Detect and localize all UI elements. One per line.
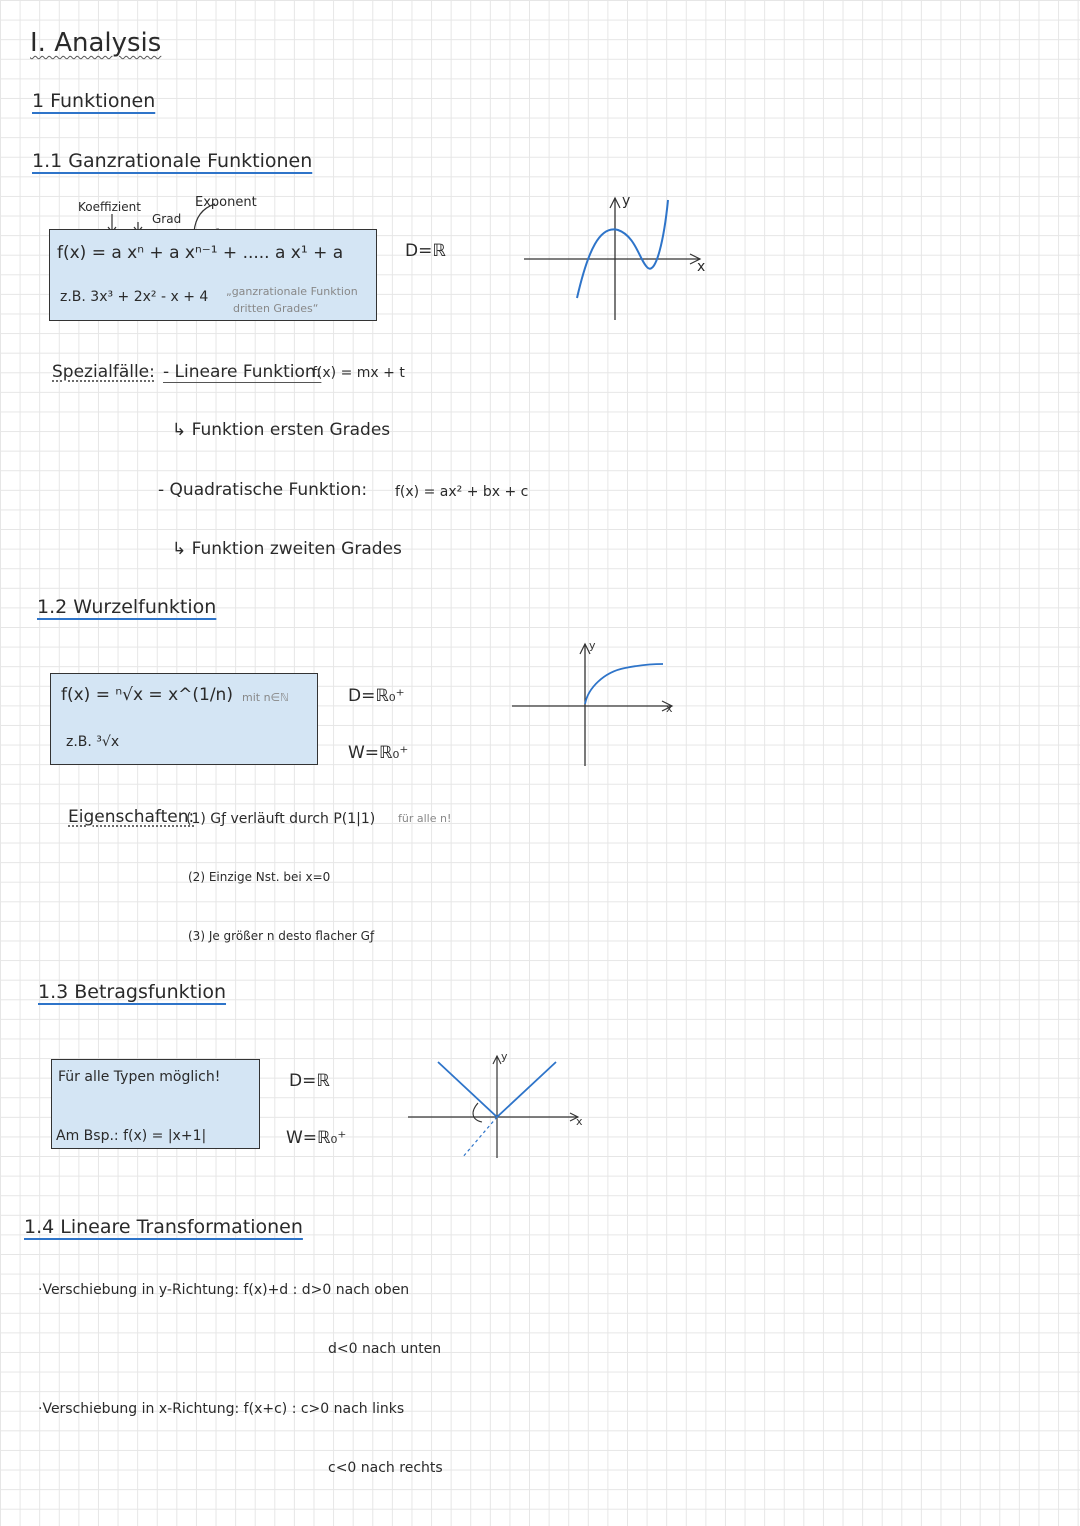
- section-heading-1-4: 1.4 Lineare Transformationen: [24, 1216, 303, 1238]
- betrag-domain: D=ℝ: [289, 1071, 330, 1091]
- linear-function-name: - Lineare Funktion:: [163, 362, 322, 382]
- cubic-axis-y-label: y: [622, 193, 631, 209]
- section-heading-1-3: 1.3 Betragsfunktion: [38, 981, 227, 1003]
- cubic-axis-x-label: x: [697, 259, 706, 275]
- quadratic-function-note: ↳ Funktion zweiten Grades: [172, 539, 402, 559]
- linear-function-formula: f(x) = mx + t: [312, 365, 405, 381]
- linear-function-note: ↳ Funktion ersten Grades: [172, 420, 391, 440]
- ganzrational-example-note-1: „ganzrationale Funktion: [226, 285, 358, 298]
- quadratic-function-name: - Quadratische Funktion:: [158, 480, 368, 500]
- property-2: (2) Einzige Nst. bei x=0: [188, 870, 331, 884]
- ganzrational-example: z.B. 3x³ + 2x² - x + 4: [60, 289, 209, 305]
- ganzrational-domain: D=ℝ: [405, 241, 446, 261]
- betrag-range: W=ℝ₀⁺: [286, 1128, 347, 1148]
- wurzel-formula: f(x) = ⁿ√x = x^(1/n): [61, 685, 233, 705]
- special-cases-label: Spezialfälle:: [52, 362, 155, 382]
- absolute-value-graph: [0, 0, 1, 1]
- wurzel-domain: D=ℝ₀⁺: [348, 686, 405, 706]
- label-exponent: Exponent: [195, 195, 257, 210]
- betrag-box-line-2: Am Bsp.: f(x) = |x+1|: [56, 1128, 207, 1144]
- property-1-note: für alle n!: [398, 812, 452, 825]
- root-axis-y-label: y: [589, 639, 596, 652]
- section-heading-1-1: 1.1 Ganzrationale Funktionen: [32, 150, 313, 172]
- property-3: (3) Je größer n desto flacher Gƒ: [188, 929, 375, 943]
- wurzel-example: z.B. ³√x: [66, 734, 120, 750]
- page-title: I. Analysis: [30, 28, 162, 58]
- ganzrational-formula: f(x) = a xⁿ + a xⁿ⁻¹ + ..... a x¹ + a: [57, 243, 344, 263]
- abs-axis-y-label: y: [501, 1050, 508, 1063]
- abs-axis-x-label: x: [576, 1115, 583, 1128]
- quadratic-function-formula: f(x) = ax² + bx + c: [395, 484, 529, 500]
- ganzrational-example-note-2: dritten Grades“: [233, 302, 319, 315]
- x-shift-line-1: ·Verschiebung in x-Richtung: f(x+c) : c>0 nach links: [38, 1401, 405, 1417]
- label-koeffizient: Koeffizient: [78, 200, 141, 214]
- wurzel-formula-condition: mit n∈ℕ: [242, 691, 289, 704]
- section-heading-1-2: 1.2 Wurzelfunktion: [37, 596, 217, 618]
- x-shift-line-2: c<0 nach rechts: [328, 1460, 443, 1476]
- betrag-box-line-1: Für alle Typen möglich!: [58, 1069, 221, 1085]
- label-grad: Grad: [152, 212, 182, 226]
- root-axis-x-label: x: [666, 702, 673, 715]
- wurzel-range: W=ℝ₀⁺: [348, 743, 409, 763]
- property-1: (1) Gƒ verläuft durch P(1|1): [186, 811, 376, 827]
- y-shift-line-2: d<0 nach unten: [328, 1341, 442, 1357]
- chapter-heading: 1 Funktionen: [32, 90, 156, 112]
- properties-label: Eigenschaften:: [68, 807, 195, 827]
- y-shift-line-1: ·Verschiebung in y-Richtung: f(x)+d : d>0 nach oben: [38, 1282, 410, 1298]
